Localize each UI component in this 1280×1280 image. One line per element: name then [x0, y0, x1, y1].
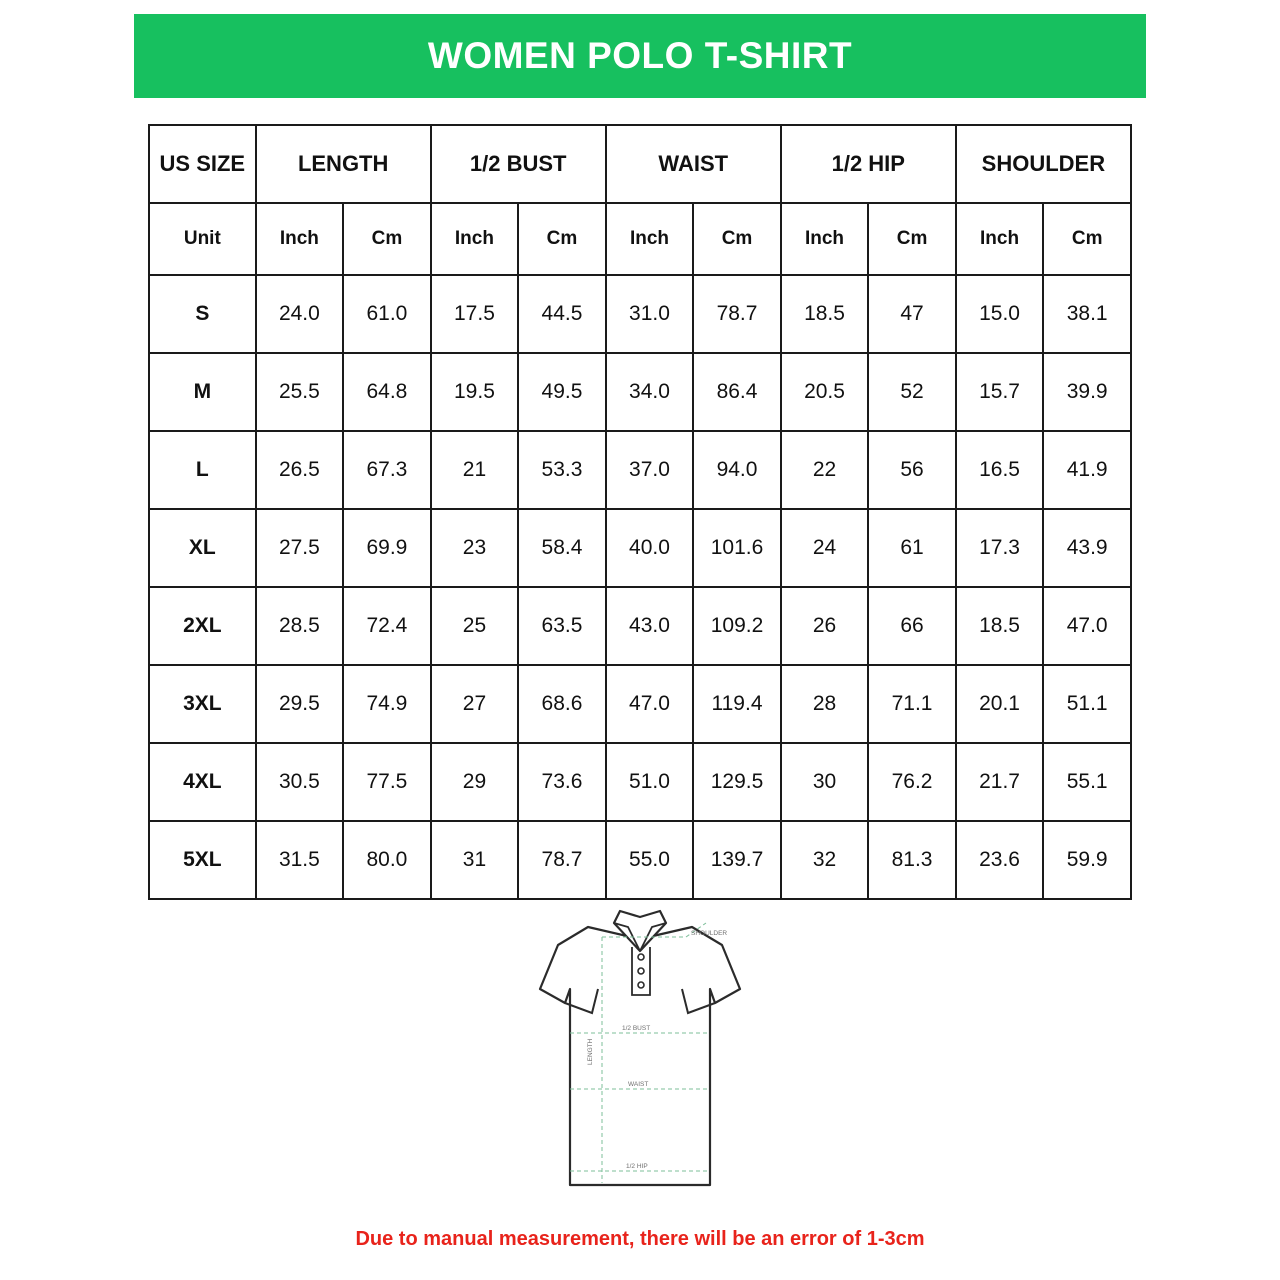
size-chart-table	[148, 124, 1132, 900]
cell-length-cm: 80.0	[343, 821, 431, 899]
diagram-label-shoulder: SHOULDER	[691, 930, 728, 937]
cell-length-inch: 27.5	[256, 509, 344, 587]
cell-hip-cm: 52	[868, 353, 956, 431]
group-header-half-hip: 1/2 HIP	[781, 125, 956, 203]
table-row	[149, 509, 1131, 587]
cell-bust-cm: 78.7	[518, 821, 606, 899]
cell-length-inch: 25.5	[256, 353, 344, 431]
unit-cell-waist-cm: Cm	[693, 203, 781, 275]
table-unit-row	[149, 203, 1131, 275]
cell-shoulder-inch: 15.7	[956, 353, 1044, 431]
cell-hip-cm: 66	[868, 587, 956, 665]
cell-hip-cm: 71.1	[868, 665, 956, 743]
cell-waist-cm: 94.0	[693, 431, 781, 509]
cell-waist-inch: 51.0	[606, 743, 694, 821]
group-header-length: LENGTH	[256, 125, 431, 203]
page-title: WOMEN POLO T-SHIRT	[427, 35, 853, 76]
row-size-label: S	[149, 275, 256, 353]
unit-cell-waist-inch: Inch	[606, 203, 694, 275]
cell-hip-inch: 22	[781, 431, 869, 509]
table-group-header-row	[149, 125, 1131, 203]
cell-waist-cm: 109.2	[693, 587, 781, 665]
diagram-label-half-bust: 1/2 BUST	[622, 1025, 651, 1032]
shirt-body-outline	[540, 927, 740, 1185]
cell-bust-cm: 44.5	[518, 275, 606, 353]
cell-hip-cm: 61	[868, 509, 956, 587]
cell-shoulder-inch: 21.7	[956, 743, 1044, 821]
cell-shoulder-inch: 15.0	[956, 275, 1044, 353]
cell-shoulder-inch: 23.6	[956, 821, 1044, 899]
cell-waist-cm: 101.6	[693, 509, 781, 587]
cell-shoulder-inch: 20.1	[956, 665, 1044, 743]
unit-cell-shoulder-inch: Inch	[956, 203, 1044, 275]
cell-bust-cm: 49.5	[518, 353, 606, 431]
cell-hip-cm: 56	[868, 431, 956, 509]
cell-shoulder-inch: 17.3	[956, 509, 1044, 587]
cell-waist-inch: 43.0	[606, 587, 694, 665]
group-header-us-size: US SIZE	[149, 125, 256, 203]
cell-waist-cm: 78.7	[693, 275, 781, 353]
cell-bust-cm: 68.6	[518, 665, 606, 743]
cell-shoulder-cm: 47.0	[1043, 587, 1131, 665]
cell-shoulder-cm: 51.1	[1043, 665, 1131, 743]
title-banner	[134, 14, 1146, 98]
measurement-note: Due to manual measurement, there will be an error of 1-3cm	[355, 1228, 925, 1250]
group-header-waist: WAIST	[606, 125, 781, 203]
cell-bust-inch: 29	[431, 743, 519, 821]
cell-length-cm: 77.5	[343, 743, 431, 821]
diagram-label-length: LENGTH	[587, 1038, 594, 1065]
cell-bust-inch: 17.5	[431, 275, 519, 353]
cell-bust-cm: 58.4	[518, 509, 606, 587]
cell-length-cm: 69.9	[343, 509, 431, 587]
unit-cell-length-cm: Cm	[343, 203, 431, 275]
row-size-label: M	[149, 353, 256, 431]
cell-length-inch: 29.5	[256, 665, 344, 743]
cell-hip-cm: 76.2	[868, 743, 956, 821]
row-size-label: 3XL	[149, 665, 256, 743]
unit-cell-length-inch: Inch	[256, 203, 344, 275]
cell-bust-cm: 73.6	[518, 743, 606, 821]
cell-length-inch: 31.5	[256, 821, 344, 899]
cell-waist-cm: 129.5	[693, 743, 781, 821]
cell-length-cm: 67.3	[343, 431, 431, 509]
cell-waist-inch: 40.0	[606, 509, 694, 587]
cell-bust-inch: 21	[431, 431, 519, 509]
polo-shirt-illustration	[510, 893, 770, 1193]
table-row	[149, 431, 1131, 509]
cell-length-cm: 61.0	[343, 275, 431, 353]
cell-bust-inch: 31	[431, 821, 519, 899]
cell-hip-inch: 26	[781, 587, 869, 665]
row-size-label: 2XL	[149, 587, 256, 665]
table-row	[149, 353, 1131, 431]
cell-hip-cm: 47	[868, 275, 956, 353]
group-header-half-bust: 1/2 BUST	[431, 125, 606, 203]
cell-shoulder-inch: 16.5	[956, 431, 1044, 509]
cell-bust-inch: 19.5	[431, 353, 519, 431]
unit-cell-shoulder-cm: Cm	[1043, 203, 1131, 275]
table-row	[149, 665, 1131, 743]
cell-bust-cm: 63.5	[518, 587, 606, 665]
cell-hip-inch: 18.5	[781, 275, 869, 353]
cell-length-inch: 24.0	[256, 275, 344, 353]
unit-cell-label: Unit	[149, 203, 256, 275]
cell-waist-cm: 139.7	[693, 821, 781, 899]
cell-shoulder-inch: 18.5	[956, 587, 1044, 665]
cell-hip-cm: 81.3	[868, 821, 956, 899]
cell-waist-inch: 55.0	[606, 821, 694, 899]
unit-cell-hip-inch: Inch	[781, 203, 869, 275]
table-row	[149, 275, 1131, 353]
cell-hip-inch: 28	[781, 665, 869, 743]
cell-waist-cm: 119.4	[693, 665, 781, 743]
unit-cell-bust-inch: Inch	[431, 203, 519, 275]
diagram-label-half-hip: 1/2 HIP	[626, 1163, 648, 1170]
cell-waist-inch: 47.0	[606, 665, 694, 743]
cell-length-inch: 26.5	[256, 431, 344, 509]
cell-length-cm: 72.4	[343, 587, 431, 665]
cell-hip-inch: 20.5	[781, 353, 869, 431]
row-size-label: 4XL	[149, 743, 256, 821]
cell-shoulder-cm: 55.1	[1043, 743, 1131, 821]
cell-hip-inch: 32	[781, 821, 869, 899]
cell-shoulder-cm: 43.9	[1043, 509, 1131, 587]
cell-shoulder-cm: 41.9	[1043, 431, 1131, 509]
cell-length-cm: 64.8	[343, 353, 431, 431]
group-header-shoulder: SHOULDER	[956, 125, 1131, 203]
garment-diagram	[0, 888, 1280, 1198]
row-size-label: XL	[149, 509, 256, 587]
cell-length-inch: 30.5	[256, 743, 344, 821]
cell-waist-cm: 86.4	[693, 353, 781, 431]
cell-waist-inch: 31.0	[606, 275, 694, 353]
row-size-label: L	[149, 431, 256, 509]
table-row	[149, 587, 1131, 665]
cell-shoulder-cm: 39.9	[1043, 353, 1131, 431]
cell-bust-inch: 27	[431, 665, 519, 743]
cell-shoulder-cm: 59.9	[1043, 821, 1131, 899]
unit-cell-bust-cm: Cm	[518, 203, 606, 275]
cell-bust-inch: 23	[431, 509, 519, 587]
table-row	[149, 743, 1131, 821]
row-size-label: 5XL	[149, 821, 256, 899]
cell-waist-inch: 37.0	[606, 431, 694, 509]
cell-length-inch: 28.5	[256, 587, 344, 665]
unit-cell-hip-cm: Cm	[868, 203, 956, 275]
cell-bust-inch: 25	[431, 587, 519, 665]
cell-waist-inch: 34.0	[606, 353, 694, 431]
cell-hip-inch: 30	[781, 743, 869, 821]
cell-hip-inch: 24	[781, 509, 869, 587]
cell-shoulder-cm: 38.1	[1043, 275, 1131, 353]
diagram-label-waist: WAIST	[628, 1081, 649, 1088]
cell-length-cm: 74.9	[343, 665, 431, 743]
cell-bust-cm: 53.3	[518, 431, 606, 509]
